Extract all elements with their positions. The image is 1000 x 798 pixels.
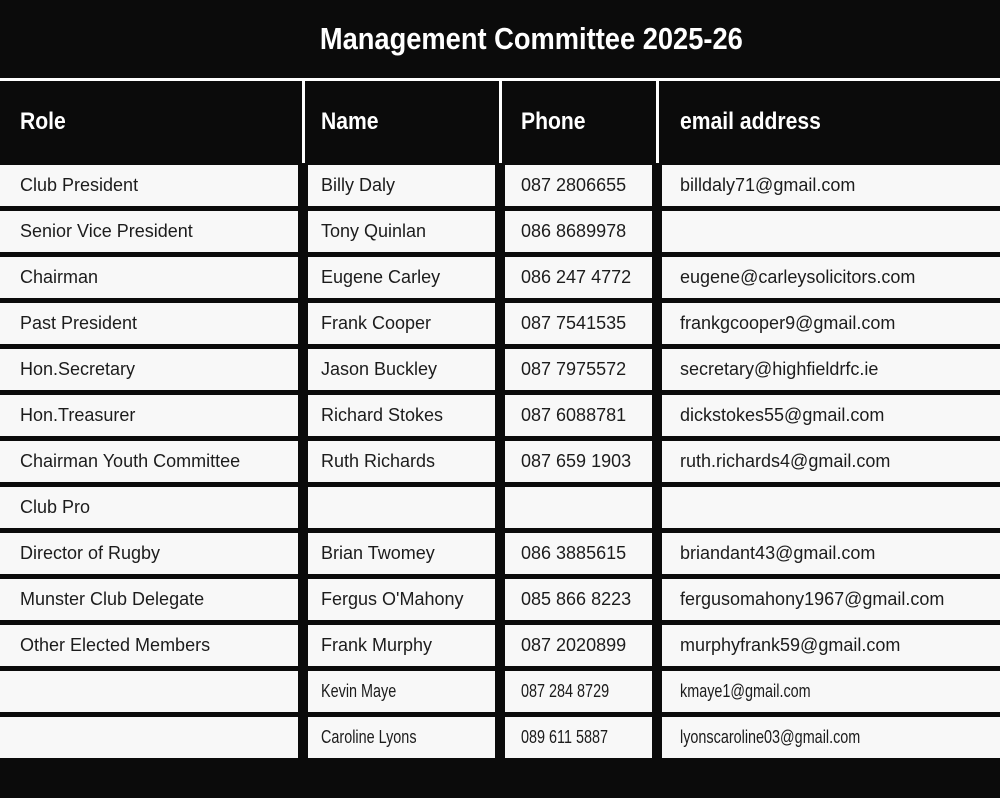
name-cell: Frank Cooper <box>308 303 495 344</box>
name-cell: Eugene Carley <box>308 257 495 298</box>
name-cell: Caroline Lyons <box>308 717 495 758</box>
table-row <box>0 349 1000 390</box>
title-band <box>0 0 1000 78</box>
role-cell: Hon.Secretary <box>0 349 298 390</box>
role-cell: Munster Club Delegate <box>0 579 298 620</box>
phone-cell: 086 247 4772 <box>505 257 652 298</box>
email-cell <box>662 487 1000 528</box>
name-cell <box>308 487 495 528</box>
role-cell: Other Elected Members <box>0 625 298 666</box>
email-cell: fergusomahony1967@gmail.com <box>662 579 1000 620</box>
name-cell: Ruth Richards <box>308 441 495 482</box>
email-cell: dickstokes55@gmail.com <box>662 395 1000 436</box>
email-cell: secretary@highfieldrfc.ie <box>662 349 1000 390</box>
phone-cell: 087 284 8729 <box>505 671 652 712</box>
phone-cell: 087 2020899 <box>505 625 652 666</box>
table-row <box>0 165 1000 206</box>
name-cell: Tony Quinlan <box>308 211 495 252</box>
table-row <box>0 441 1000 482</box>
name-cell: Fergus O'Mahony <box>308 579 495 620</box>
phone-cell: 085 866 8223 <box>505 579 652 620</box>
column-header-name-label: Name <box>321 108 379 135</box>
table-header-row <box>0 78 1000 163</box>
table-row <box>0 487 1000 528</box>
column-header-email <box>662 81 1000 163</box>
email-cell: ruth.richards4@gmail.com <box>662 441 1000 482</box>
role-cell <box>0 717 298 758</box>
name-cell: Brian Twomey <box>308 533 495 574</box>
table-row <box>0 579 1000 620</box>
table-row <box>0 717 1000 758</box>
role-cell: Club President <box>0 165 298 206</box>
column-header-role-label: Role <box>20 108 66 135</box>
table-body <box>0 165 1000 758</box>
role-cell: Past President <box>0 303 298 344</box>
phone-cell: 086 8689978 <box>505 211 652 252</box>
phone-cell: 087 659 1903 <box>505 441 652 482</box>
email-cell: murphyfrank59@gmail.com <box>662 625 1000 666</box>
phone-cell: 087 7541535 <box>505 303 652 344</box>
page-title: Management Committee 2025-26 <box>319 21 743 56</box>
table-row <box>0 257 1000 298</box>
column-header-phone <box>505 81 652 163</box>
table-row <box>0 625 1000 666</box>
table-row <box>0 533 1000 574</box>
name-cell: Richard Stokes <box>308 395 495 436</box>
phone-cell: 087 7975572 <box>505 349 652 390</box>
column-header-phone-label: Phone <box>521 108 586 135</box>
name-cell: Jason Buckley <box>308 349 495 390</box>
phone-cell: 089 611 5887 <box>505 717 652 758</box>
role-cell: Director of Rugby <box>0 533 298 574</box>
role-cell: Chairman Youth Committee <box>0 441 298 482</box>
phone-cell <box>505 487 652 528</box>
email-cell: eugene@carleysolicitors.com <box>662 257 1000 298</box>
column-header-name <box>308 81 495 163</box>
name-cell: Kevin Maye <box>308 671 495 712</box>
table-row <box>0 211 1000 252</box>
column-header-email-label: email address <box>680 108 821 135</box>
role-cell: Chairman <box>0 257 298 298</box>
role-cell: Hon.Treasurer <box>0 395 298 436</box>
role-cell: Club Pro <box>0 487 298 528</box>
email-cell: billdaly71@gmail.com <box>662 165 1000 206</box>
table-row <box>0 303 1000 344</box>
role-cell: Senior Vice President <box>0 211 298 252</box>
role-cell <box>0 671 298 712</box>
phone-cell: 087 2806655 <box>505 165 652 206</box>
name-cell: Billy Daly <box>308 165 495 206</box>
email-cell: briandant43@gmail.com <box>662 533 1000 574</box>
name-cell: Frank Murphy <box>308 625 495 666</box>
table-row <box>0 671 1000 712</box>
column-header-role <box>0 81 298 163</box>
email-cell <box>662 211 1000 252</box>
email-cell: lyonscaroline03@gmail.com <box>662 717 1000 758</box>
phone-cell: 087 6088781 <box>505 395 652 436</box>
table-row <box>0 395 1000 436</box>
email-cell: kmaye1@gmail.com <box>662 671 1000 712</box>
phone-cell: 086 3885615 <box>505 533 652 574</box>
email-cell: frankgcooper9@gmail.com <box>662 303 1000 344</box>
